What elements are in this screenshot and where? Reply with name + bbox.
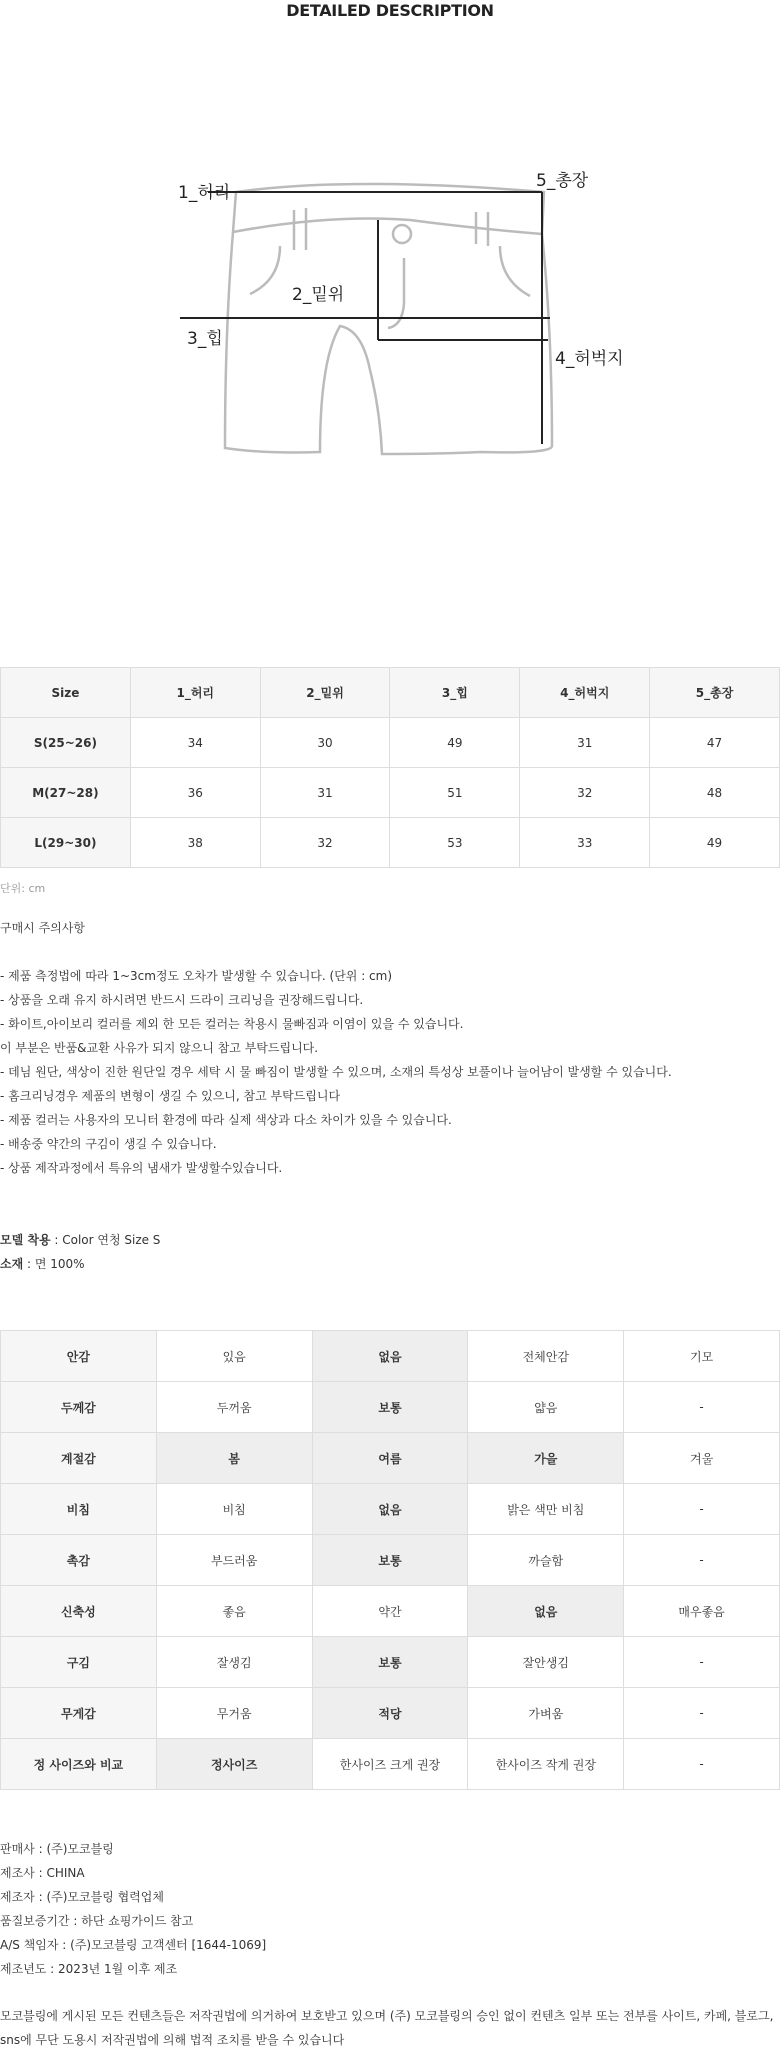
note-item: - 상품을 오래 유지 하시려면 반드시 드라이 크리닝을 권장해드립니다. bbox=[0, 993, 364, 1007]
fit-table-row bbox=[1, 1637, 780, 1688]
note-item: - 상품 제작과정에서 특유의 냄새가 발생할수있습니다. bbox=[0, 1161, 283, 1175]
fit-option: 매우좋음 bbox=[624, 1586, 780, 1637]
seller-info-line: 품질보증기간 : 하단 쇼핑가이드 참고 bbox=[0, 1914, 194, 1928]
fit-option: - bbox=[624, 1535, 780, 1586]
seller-info bbox=[0, 1837, 266, 1981]
size-table-header bbox=[1, 668, 780, 718]
fit-option: - bbox=[624, 1739, 780, 1790]
note-item: - 홈크리닝경우 제품의 변형이 생길 수 있으니, 참고 부탁드립니다 bbox=[0, 1089, 341, 1103]
size-table-row bbox=[1, 768, 780, 818]
material-label: 소재 bbox=[0, 1257, 24, 1271]
size-table-cell: 48 bbox=[650, 768, 780, 818]
fit-option: 까슬함 bbox=[468, 1535, 624, 1586]
size-table-cell: 5_총장 bbox=[650, 668, 780, 718]
seller-info-line: A/S 책임자 : (주)모코블링 고객센터 [1644-1069] bbox=[0, 1938, 267, 1952]
model-value: : Color 연청 Size S bbox=[50, 1233, 161, 1247]
fit-attribute-label: 계절감 bbox=[1, 1433, 157, 1484]
fit-option-selected: 없음 bbox=[312, 1331, 468, 1382]
model-info bbox=[0, 1228, 160, 1276]
fit-option: - bbox=[624, 1382, 780, 1433]
fit-option-selected: 보통 bbox=[312, 1535, 468, 1586]
length-label: 5_총장 bbox=[536, 171, 589, 191]
fit-option: 약간 bbox=[312, 1586, 468, 1637]
fit-option: 밝은 색만 비침 bbox=[468, 1484, 624, 1535]
fit-attribute-label: 두께감 bbox=[1, 1382, 157, 1433]
size-table-cell: 32 bbox=[520, 768, 650, 818]
model-wearing-line bbox=[0, 1228, 160, 1252]
size-table-cell: L(29~30) bbox=[1, 818, 131, 868]
seller-info-line: 제조자 : (주)모코블링 협력업체 bbox=[0, 1890, 164, 1904]
fit-table-row bbox=[1, 1586, 780, 1637]
rise-label: 2_밑위 bbox=[292, 285, 345, 305]
size-table-cell: S(25~26) bbox=[1, 718, 131, 768]
fit-option: 비침 bbox=[156, 1484, 312, 1535]
size-table-cell: 51 bbox=[390, 768, 520, 818]
note-item: - 제품 컬러는 사용자의 모니터 환경에 따라 실제 색상과 다소 차이가 있을 수 있습니다. bbox=[0, 1113, 452, 1127]
size-table-cell: 47 bbox=[650, 718, 780, 768]
hip-label: 3_힙 bbox=[187, 329, 223, 349]
fit-option: 전체안감 bbox=[468, 1331, 624, 1382]
fit-table-row bbox=[1, 1739, 780, 1790]
page-title: DETAILED DESCRIPTION bbox=[286, 1, 494, 20]
size-table-cell: 38 bbox=[130, 818, 260, 868]
size-table-row bbox=[1, 718, 780, 768]
fit-attribute-label: 정 사이즈와 비교 bbox=[1, 1739, 157, 1790]
waist-label: 1_허리 bbox=[178, 183, 231, 203]
size-table-cell: 31 bbox=[520, 718, 650, 768]
size-table-cell: 53 bbox=[390, 818, 520, 868]
fit-table-row bbox=[1, 1484, 780, 1535]
seller-info-line: 제조년도 : 2023년 1월 이후 제조 bbox=[0, 1962, 178, 1976]
shorts-measurement-diagram bbox=[170, 150, 624, 470]
fit-option: 있음 bbox=[156, 1331, 312, 1382]
size-table-cell: 2_밑위 bbox=[260, 668, 390, 718]
fit-table-row bbox=[1, 1382, 780, 1433]
size-table-cell: 30 bbox=[260, 718, 390, 768]
fit-table-row bbox=[1, 1688, 780, 1739]
size-table-cell: 49 bbox=[390, 718, 520, 768]
size-table-cell: 32 bbox=[260, 818, 390, 868]
fit-table-row bbox=[1, 1331, 780, 1382]
fit-option: 잘안생김 bbox=[468, 1637, 624, 1688]
fit-option-selected: 적당 bbox=[312, 1688, 468, 1739]
fit-attribute-label: 촉감 bbox=[1, 1535, 157, 1586]
size-table bbox=[0, 667, 780, 868]
note-item: - 제품 측정법에 따라 1~3cm정도 오차가 발생할 수 있습니다. (단위 : cm) bbox=[0, 969, 393, 983]
fit-table-row bbox=[1, 1535, 780, 1586]
size-table-cell: 49 bbox=[650, 818, 780, 868]
note-item: 이 부분은 반품&교환 사유가 되지 않으니 참고 부탁드립니다. bbox=[0, 1041, 319, 1055]
fit-option-selected: 없음 bbox=[312, 1484, 468, 1535]
purchase-notes bbox=[0, 916, 672, 1180]
note-item: - 배송중 약간의 구김이 생길 수 있습니다. bbox=[0, 1137, 217, 1151]
fit-option: - bbox=[624, 1688, 780, 1739]
fit-attribute-label: 안감 bbox=[1, 1331, 157, 1382]
model-label: 모델 착용 bbox=[0, 1233, 51, 1247]
fit-option: 무거움 bbox=[156, 1688, 312, 1739]
fit-option: - bbox=[624, 1484, 780, 1535]
fit-option-selected: 없음 bbox=[468, 1586, 624, 1637]
fit-option: 잘생김 bbox=[156, 1637, 312, 1688]
size-table-cell: 33 bbox=[520, 818, 650, 868]
seller-info-line: 판매사 : (주)모코블링 bbox=[0, 1842, 114, 1856]
fit-option-selected: 보통 bbox=[312, 1382, 468, 1433]
fit-attribute-label: 무게감 bbox=[1, 1688, 157, 1739]
fit-option: 두꺼움 bbox=[156, 1382, 312, 1433]
notes-heading: 구매시 주의사항 bbox=[0, 921, 85, 935]
seller-info-line: 제조사 : CHINA bbox=[0, 1866, 85, 1880]
size-table-row bbox=[1, 818, 780, 868]
material-line bbox=[0, 1252, 160, 1276]
note-item: - 화이트,아이보리 컬러를 제외 한 모든 컬러는 착용시 물빠짐과 이염이 있을 수 있습니다. bbox=[0, 1017, 464, 1031]
fit-option: 가벼움 bbox=[468, 1688, 624, 1739]
size-table-cell: 31 bbox=[260, 768, 390, 818]
fit-option: - bbox=[624, 1637, 780, 1688]
fit-option-selected: 여름 bbox=[312, 1433, 468, 1484]
fit-info-table bbox=[0, 1330, 780, 1790]
size-table-cell: 3_힙 bbox=[390, 668, 520, 718]
fit-option: 얇음 bbox=[468, 1382, 624, 1433]
fit-option: 좋음 bbox=[156, 1586, 312, 1637]
fit-attribute-label: 구김 bbox=[1, 1637, 157, 1688]
thigh-label: 4_허벅지 bbox=[555, 349, 624, 369]
shorts-illustration bbox=[170, 150, 624, 470]
size-table-cell: M(27~28) bbox=[1, 768, 131, 818]
fit-option: 겨울 bbox=[624, 1433, 780, 1484]
fit-option-selected: 봄 bbox=[156, 1433, 312, 1484]
fit-option: 부드러움 bbox=[156, 1535, 312, 1586]
size-table-cell: 36 bbox=[130, 768, 260, 818]
fit-option: 한사이즈 작게 권장 bbox=[468, 1739, 624, 1790]
fit-attribute-label: 비침 bbox=[1, 1484, 157, 1535]
fit-option-selected: 정사이즈 bbox=[156, 1739, 312, 1790]
material-value: : 면 100% bbox=[23, 1257, 85, 1271]
note-item: - 데님 원단, 색상이 진한 원단일 경우 세탁 시 물 빠짐이 발생할 수 있으며, 소재의 특성상 보풀이나 늘어남이 발생할 수 있습니다. bbox=[0, 1065, 672, 1079]
fit-table-row bbox=[1, 1433, 780, 1484]
fit-option: 기모 bbox=[624, 1331, 780, 1382]
fit-option: 한사이즈 크게 권장 bbox=[312, 1739, 468, 1790]
button-shape bbox=[393, 225, 411, 243]
copyright-notice: 모코블링에 게시된 모든 컨텐츠들은 저작권법에 의거하여 보호받고 있으며 (주) 모코블링의 승인 없이 컨텐츠 일부 또는 전부를 사이트, 카페, 블로그, sns에 무단 도용시 저작권법에 의해 법적 조치를 받을 수 있습니다 bbox=[0, 2009, 774, 2047]
fit-attribute-label: 신축성 bbox=[1, 1586, 157, 1637]
size-table-cell: 1_허리 bbox=[130, 668, 260, 718]
size-table-cell: 34 bbox=[130, 718, 260, 768]
size-table-cell: 4_허벅지 bbox=[520, 668, 650, 718]
fit-option-selected: 가을 bbox=[468, 1433, 624, 1484]
size-table-cell: Size bbox=[1, 668, 131, 718]
fit-option-selected: 보통 bbox=[312, 1637, 468, 1688]
unit-note: 단위: cm bbox=[0, 882, 46, 895]
